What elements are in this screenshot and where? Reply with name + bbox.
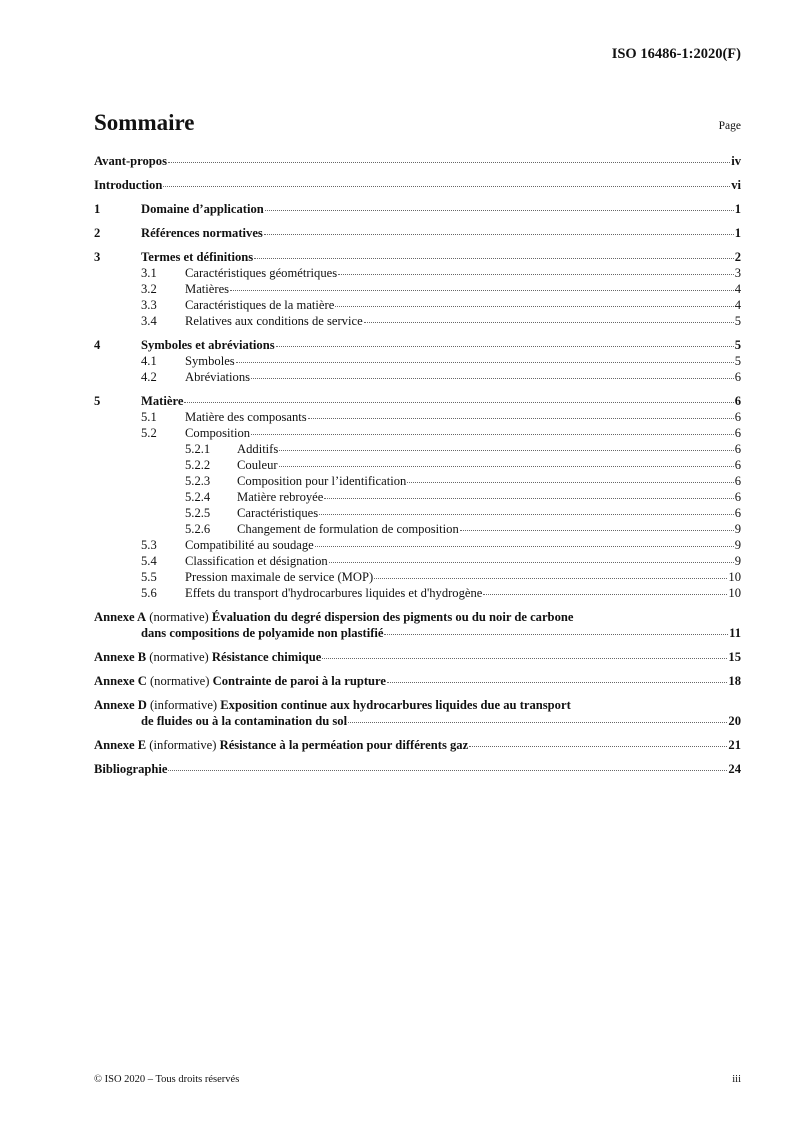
- dot-leader: [335, 306, 733, 307]
- toc-entry[interactable]: [94, 177, 741, 193]
- toc-entry-number: 5.3: [141, 538, 157, 552]
- toc-entry-page: 6: [734, 506, 741, 520]
- toc-entry-page: 2: [734, 250, 741, 264]
- toc-entry[interactable]: [94, 313, 741, 329]
- annex-title[interactable]: Résistance chimique: [211, 650, 322, 664]
- dot-leader: [184, 402, 733, 403]
- toc-entry[interactable]: [94, 537, 741, 553]
- toc-entry-number: 4.1: [141, 354, 157, 368]
- page-number: iii: [732, 1074, 741, 1085]
- toc-entry[interactable]: [94, 521, 741, 537]
- toc-entry-number: 3.4: [141, 314, 157, 328]
- dot-leader: [322, 658, 727, 659]
- toc-entry-number: 2: [94, 226, 101, 240]
- toc-entry-number: 5.2.2: [185, 458, 211, 472]
- toc-entry-number: 5.2.1: [185, 442, 211, 456]
- toc-entry[interactable]: [94, 505, 741, 521]
- annex-title[interactable]: Résistance à la perméation pour différents gaz: [219, 738, 469, 752]
- toc-entry-title[interactable]: Composition pour l’identification: [237, 474, 407, 488]
- toc-entry-title[interactable]: Relatives aux conditions de service: [185, 314, 363, 328]
- toc-entry-number: 3.1: [141, 266, 157, 280]
- annex-page: 21: [728, 738, 741, 752]
- annex-title[interactable]: Contrainte de paroi à la rupture: [212, 674, 386, 688]
- toc-entry-number: 4.2: [141, 370, 157, 384]
- annex-heading-text: [94, 610, 573, 624]
- annex-label[interactable]: Annexe A: [94, 610, 147, 624]
- annex-title-continuation[interactable]: [94, 625, 741, 641]
- toc-entry-number: 3.3: [141, 298, 157, 312]
- toc-entry-number: 5.4: [141, 554, 157, 568]
- document-id: ISO 16486-1:2020(F): [611, 46, 741, 62]
- dot-leader: [254, 258, 734, 259]
- dot-leader: [460, 530, 734, 531]
- toc-entry[interactable]: [94, 225, 741, 241]
- toc-entry-bibliography[interactable]: [94, 761, 741, 777]
- copyright: © ISO 2020 – Tous droits réservés: [94, 1074, 240, 1085]
- table-of-contents: [94, 153, 741, 777]
- annex-title-line2[interactable]: de fluides ou à la contamination du sol: [141, 714, 348, 728]
- annex-heading-text: [94, 649, 321, 665]
- toc-entry-title[interactable]: Introduction: [94, 178, 163, 192]
- toc-entry[interactable]: [94, 281, 741, 297]
- toc-entry-number: 5.5: [141, 570, 157, 584]
- annex-page: 18: [728, 674, 741, 688]
- annex-label[interactable]: Annexe C: [94, 674, 147, 688]
- toc-entry-title[interactable]: Caractéristiques: [237, 506, 319, 520]
- toc-entry[interactable]: [94, 153, 741, 169]
- annex-heading[interactable]: [94, 673, 741, 689]
- toc-entry-number: 5.2.6: [185, 522, 211, 536]
- annex-page: 15: [728, 650, 741, 664]
- toc-entry[interactable]: [94, 457, 741, 473]
- dot-leader: [251, 434, 734, 435]
- toc-entry-number: 5.2.5: [185, 506, 211, 520]
- toc-entry-page: 5: [734, 314, 741, 328]
- toc-entry-number: 3: [94, 250, 101, 264]
- toc-entry-number: 5.2.3: [185, 474, 211, 488]
- annex-title[interactable]: Exposition continue aux hydrocarbures liquides due au transport: [220, 698, 571, 712]
- toc-entry-page: 6: [734, 410, 741, 424]
- toc-entry-page: 1: [734, 202, 741, 216]
- dot-leader: [384, 634, 728, 635]
- dot-leader: [276, 346, 734, 347]
- toc-entry[interactable]: [94, 585, 741, 601]
- annex-heading-text: [94, 673, 386, 689]
- dot-leader: [168, 770, 727, 771]
- dot-leader: [407, 482, 733, 483]
- toc-entry-page: 9: [734, 538, 741, 552]
- dot-leader: [265, 210, 734, 211]
- toc-entry-title[interactable]: Avant-propos: [94, 154, 168, 168]
- toc-entry-title[interactable]: Caractéristiques de la matière: [185, 298, 335, 312]
- toc-entry-number: 5: [94, 394, 101, 408]
- dot-leader: [251, 378, 734, 379]
- toc-entry-title[interactable]: Couleur: [237, 458, 278, 472]
- toc-entry-title[interactable]: Composition: [185, 426, 251, 440]
- annex-title[interactable]: Évaluation du degré dispersion des pigments ou du noir de carbone: [211, 610, 574, 624]
- toc-entry-title[interactable]: Termes et définitions: [141, 250, 254, 264]
- toc-entry-number: 3.2: [141, 282, 157, 296]
- annex-page: 20: [728, 714, 741, 728]
- annex-type: (informative): [149, 738, 217, 752]
- footer: [94, 1074, 741, 1085]
- annex-title-continuation[interactable]: [94, 713, 741, 729]
- dot-leader: [279, 450, 733, 451]
- annex-heading-text: [94, 737, 468, 753]
- toc-entry-title[interactable]: Domaine d’application: [141, 202, 264, 216]
- toc-entry-page: 5: [734, 354, 741, 368]
- annex-heading[interactable]: [94, 697, 741, 713]
- bibliography-page: 24: [728, 762, 741, 776]
- dot-leader: [264, 234, 734, 235]
- annex-heading[interactable]: [94, 737, 741, 753]
- toc-entry-page: 10: [728, 570, 741, 584]
- toc-entry-title[interactable]: Matières: [185, 282, 230, 296]
- toc-entry[interactable]: [94, 489, 741, 505]
- toc-entry-title[interactable]: Pression maximale de service (MOP): [185, 570, 374, 584]
- toc-entry[interactable]: [94, 441, 741, 457]
- toc-entry-page: 6: [734, 394, 741, 408]
- toc-entry-title[interactable]: Compatibilité au soudage: [185, 538, 314, 552]
- dot-leader: [387, 682, 727, 683]
- dot-leader: [319, 514, 734, 515]
- toc-entry-title[interactable]: Effets du transport d'hydrocarbures liquides et d'hydrogène: [185, 586, 483, 600]
- toc-entry[interactable]: [94, 297, 741, 313]
- toc-entry[interactable]: [94, 337, 741, 353]
- toc-entry-title[interactable]: Matière rebroyée: [237, 490, 324, 504]
- annex-heading-text: [94, 698, 571, 712]
- dot-leader: [308, 418, 734, 419]
- dot-leader: [230, 290, 734, 291]
- annex-type: (normative): [149, 610, 209, 624]
- toc-entry-page: iv: [731, 154, 741, 168]
- toc-entry[interactable]: [94, 369, 741, 385]
- toc-entry-page: 6: [734, 442, 741, 456]
- toc-entry[interactable]: [94, 353, 741, 369]
- dot-leader: [338, 274, 734, 275]
- toc-entry-number: 5.2: [141, 426, 157, 440]
- toc-entry[interactable]: [94, 409, 741, 425]
- toc-entry-page: 9: [734, 554, 741, 568]
- toc-entry-title[interactable]: Matière des composants: [185, 410, 307, 424]
- dot-leader: [168, 162, 730, 163]
- toc-entry-number: 4: [94, 338, 101, 352]
- dot-leader: [348, 722, 727, 723]
- dot-leader: [329, 562, 734, 563]
- toc-entry-number: 5.1: [141, 410, 157, 424]
- dot-leader: [364, 322, 734, 323]
- dot-leader: [324, 498, 733, 499]
- annex-heading[interactable]: [94, 649, 741, 665]
- annex-heading[interactable]: [94, 609, 741, 625]
- annex-label[interactable]: Annexe B: [94, 650, 147, 664]
- bibliography-title[interactable]: Bibliographie: [94, 762, 168, 776]
- annex-entry[interactable]: [94, 737, 741, 753]
- page-column-label: Page: [718, 120, 741, 132]
- toc-entry-page: 6: [734, 370, 741, 384]
- annex-entry[interactable]: [94, 697, 741, 729]
- toc-entry[interactable]: [94, 569, 741, 585]
- toc-entry-page: 6: [734, 458, 741, 472]
- toc-entry-title[interactable]: Symboles: [185, 354, 235, 368]
- dot-leader: [483, 594, 727, 595]
- annex-entry[interactable]: [94, 609, 741, 641]
- annex-title-line2[interactable]: dans compositions de polyamide non plastifié: [141, 626, 384, 640]
- toc-entry-title[interactable]: Matière: [141, 394, 184, 408]
- toc-entry-page: 6: [734, 474, 741, 488]
- annex-label[interactable]: Annexe E: [94, 738, 147, 752]
- toc-entry-title[interactable]: Additifs: [237, 442, 279, 456]
- toc-entry-title[interactable]: Classification et désignation: [185, 554, 328, 568]
- toc-entry[interactable]: [94, 425, 741, 441]
- annex-entry[interactable]: [94, 673, 741, 689]
- dot-leader: [236, 362, 734, 363]
- dot-leader: [374, 578, 727, 579]
- toc-entry-page: 5: [734, 338, 741, 352]
- dot-leader: [469, 746, 727, 747]
- dot-leader: [279, 466, 734, 467]
- toc-entry[interactable]: [94, 393, 741, 409]
- toc-entry-title[interactable]: Symboles et abréviations: [141, 338, 275, 352]
- toc-entry-title[interactable]: Caractéristiques géométriques: [185, 266, 338, 280]
- toc-entry[interactable]: [94, 265, 741, 281]
- annex-page: 11: [729, 626, 741, 640]
- toc-entry-title[interactable]: Abréviations: [185, 370, 251, 384]
- toc-entry-number: 5.6: [141, 586, 157, 600]
- toc-entry-number: 1: [94, 202, 101, 216]
- toc-entry-title[interactable]: Changement de formulation de composition: [237, 522, 459, 536]
- toc-entry-number: 5.2.4: [185, 490, 211, 504]
- toc-entry-page: 4: [734, 298, 741, 312]
- annex-entry[interactable]: [94, 649, 741, 665]
- annex-type: (informative): [149, 698, 218, 712]
- toc-entry[interactable]: [94, 249, 741, 265]
- toc-entry-page: 10: [728, 586, 741, 600]
- annex-label[interactable]: Annexe D: [94, 698, 147, 712]
- annex-type: (normative): [149, 650, 209, 664]
- toc-entry[interactable]: [94, 553, 741, 569]
- annex-type: (normative): [149, 674, 210, 688]
- toc-entry-title[interactable]: Références normatives: [141, 226, 263, 240]
- toc-entry-page: 1: [734, 226, 741, 240]
- toc-entry[interactable]: [94, 473, 741, 489]
- toc-entry-page: 4: [734, 282, 741, 296]
- toc-entry-page: vi: [731, 178, 741, 192]
- dot-leader: [163, 186, 730, 187]
- dot-leader: [315, 546, 734, 547]
- toc-entry-page: 6: [734, 426, 741, 440]
- toc-entry-page: 6: [734, 490, 741, 504]
- toc-entry-page: 3: [734, 266, 741, 280]
- toc-entry-page: 9: [734, 522, 741, 536]
- page-title: Sommaire: [94, 110, 195, 135]
- toc-entry[interactable]: [94, 201, 741, 217]
